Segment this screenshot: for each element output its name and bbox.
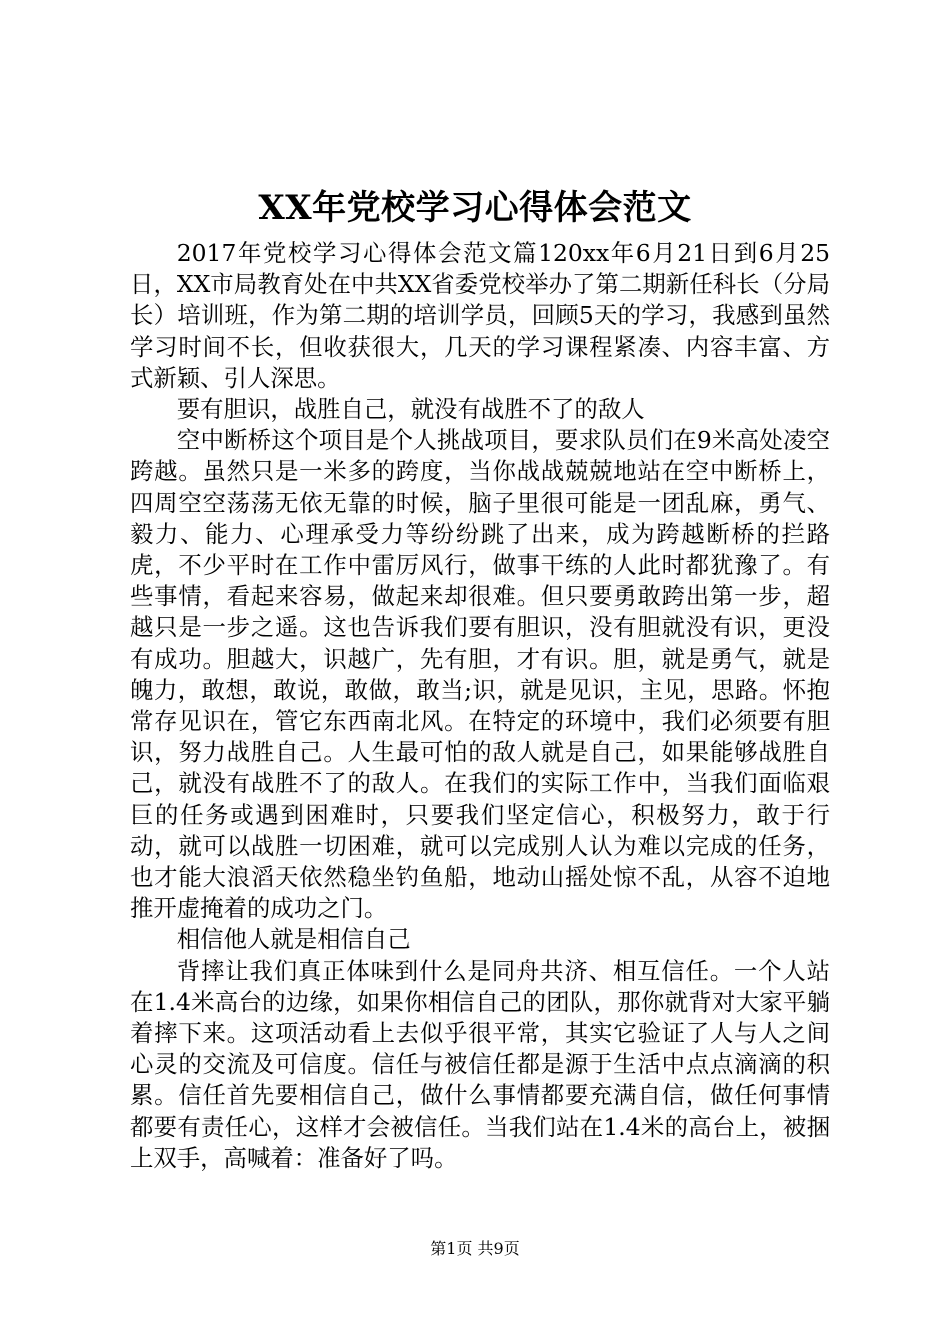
section-heading-courage: 要有胆识，战胜自己，就没有战胜不了的敌人 [176, 395, 645, 424]
section-heading-trust: 相信他人就是相信自己 [176, 925, 411, 954]
paragraph-trust-fall: 背摔让我们真正体味到什么是同舟共济、相互信任。一个人站在1.4米高台的边缘，如果你相信自己的团队，那你就背对大家平躺着摔下来。这项活动看上去似乎很平常，其实它验证了人与人之间心灵的交流及可信度。信任与被信任都是源于生活中点点滴滴的积累。信任首先要相信自己，做什么事情都要充满自信，做任何事情都要有责任心，这样才会被信任。当我们站在1.4米的高台上，被捆上双手，高喊着：准备好了吗。 [130, 956, 830, 1172]
document-title: XX年党校学习心得体会范文 [258, 188, 692, 228]
paragraph-bridge: 空中断桥这个项目是个人挑战项目，要求队员们在9米高处凌空跨越。虽然只是一米多的跨度，当你战战兢兢地站在空中断桥上，四周空空荡荡无依无靠的时候，脑子里很可能是一团乱麻，勇气、毅力、能力、心理承受力等纷纷跳了出来，成为跨越断桥的拦路虎，不少平时在工作中雷厉风行，做事干练的人此时都犹豫了。有些事情，看起来容易，做起来却很难。但只要勇敢跨出第一步，超越只是一步之遥。这也告诉我们要有胆识，没有胆就没有识，更没有成功。胆越大，识越广，先有胆，才有识。胆，就是勇气，就是魄力，敢想，敢说，敢做，敢当;识，就是见识，主见，思路。怀抱常存见识在，管它东西南北风。在特定的环境中，我们必须要有胆识，努力战胜自己。人生最可怕的敌人就是自己，如果能够战胜自己，就没有战胜不了的敌人。在我们的实际工作中，当我们面临艰巨的任务或遇到困难时，只要我们坚定信心，积极努力，敢于行动，就可以战胜一切困难，就可以完成别人认为难以完成的任务，也才能大浪滔天依然稳坐钓鱼船，地动山摇处惊不乱，从容不迫地推开虚掩着的成功之门。 [130, 426, 830, 923]
paragraph-intro: 2017年党校学习心得体会范文篇120xx年6月21日到6月25日，XX市局教育处在中共XX省委党校举办了第二期新任科长（分局长）培训班，作为第二期的培训学员，回顾5天的学习，我感到虽然学习时间不长，但收获很大，几天的学习课程紧凑、内容丰富、方式新颖、引人深思。 [130, 239, 830, 392]
document-body [130, 238, 830, 1174]
page-number-footer: 第1页 共9页 [430, 1239, 520, 1258]
